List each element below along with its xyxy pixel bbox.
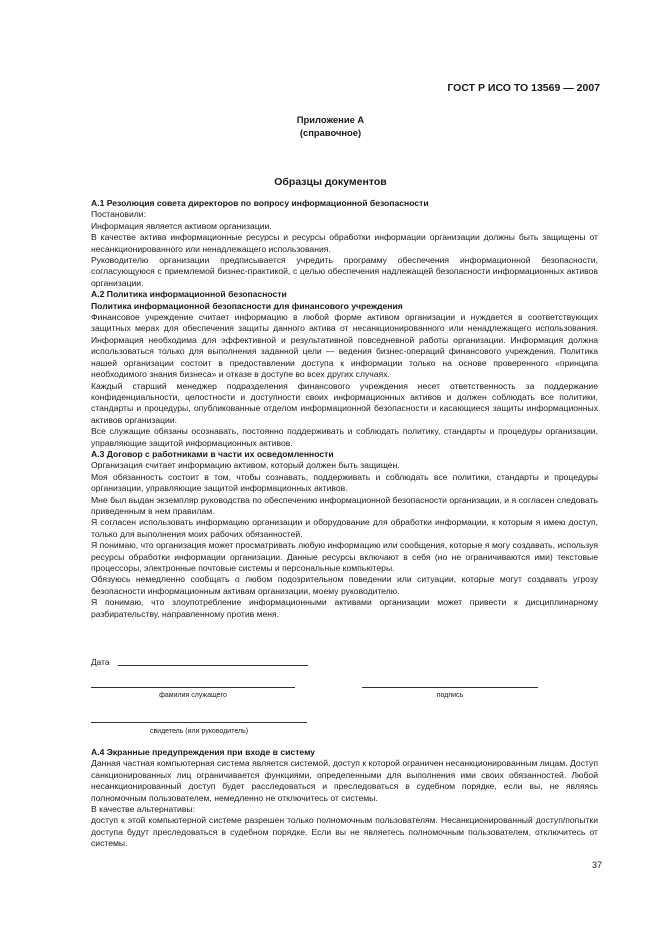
employee-caption: фамилия служащего (159, 692, 227, 699)
paragraph: Информация является активом организации. (91, 220, 272, 231)
paragraph: Я понимаю, что организация может просматривать любую информацию или сообщения, которые я могу создавать, используя ресурсы обработки информации организации. Данные ресурсы включают в себя (но не ограничиваются ими) текстовые процессоры, электронные почтовые системы и персональные компьютеры. (91, 540, 598, 573)
section-heading: А.2 Политика информационной безопасности (91, 289, 287, 300)
screen-warnings-text (91, 747, 598, 850)
section-heading: А.3 Договор с работниками в части их осведомленности (91, 448, 334, 459)
paragraph: В качестве актива информационные ресурсы и ресурсы обработки информации организации должны быть защищены от несанкционированного или ненадлежащего использования. (91, 232, 598, 254)
page-number: 37 (591, 860, 602, 870)
document-title: Образцы документов (274, 176, 387, 188)
signature-caption: подпись (436, 692, 464, 699)
paragraph: Я понимаю, что злоупотребление информационными активами организации может привести к дисциплинарному разбирательству, направленному против меня. (91, 597, 598, 619)
date-label: Дата (91, 657, 110, 667)
paragraph: Организация считает информацию активом, который должен быть защищен. (91, 460, 400, 471)
paragraph: Руководителю организации предписывается учредить программу обеспечения информационной безопасности, согласующуюся с приемлемой бизнес-практикой, с целью обеспечения надлежащей безопасности информационных активов организации. (91, 255, 598, 288)
signature-line (362, 687, 538, 688)
section-heading: А.4 Экранные предупреждения при входе в систему (91, 747, 316, 757)
paragraph: Все служащие обязаны осознавать, постоянно поддерживать и соблюдать политику, стандарты и процедуры организации, управляющие защитой информационных активов. (91, 426, 598, 448)
paragraph: Мне был выдан экземпляр руководства по обеспечению информационной безопасности организации, и я согласен следовать приведенным в нем правилам. (91, 494, 598, 516)
paragraph: Обязуюсь немедленно сообщать о любом подозрительном поведении или ситуации, которые могут создавать угрозу безопасности информационным активам организации, моему руководителю. (91, 574, 598, 596)
standard-header: ГОСТ Р ИСО ТО 13569 — 2007 (447, 82, 600, 94)
appendix-heading (0, 113, 661, 139)
paragraph: Каждый старший менеджер подразделения финансового учреждения несет ответственность за поддержание конфиденциальности, целостности и доступности своих информационных активов и должен соблюдать все политики, стандарты и процедуры, опубликованные отделом информационной безопасности и касающиеся защиты информационных активов организации. (91, 380, 598, 425)
appendix-note: (справочное) (299, 127, 362, 138)
paragraph: Финансовое учреждение считает информацию в любой форме активом организации и нуждается в соответствующих защитных мерах для обеспечения защиты данного актива от несанкционированного или ненадлежащего использования. Информация необходима для эффективной и результативной повседневной работы организации. Информация должна использоваться только для выполнения заданной цели — ведения бизнес-операций финансового учреждения. Политика нашей организации состоит в предоставлении доступа к информации только на основе проверенного «принципа необходимого знания бизнеса» и отказе в доступе во всех других случаях. (91, 312, 598, 380)
paragraph: Данная частная компьютерная система является системой, доступ к которой ограничен несанкционированным лицам. Доступ санкционированных лиц ограничивается функциями, определенными для выполнения ими своих обязанностей. Любой несанкционированный доступ будет расследоваться и преследоваться в судебном порядке, если вы, не являясь полномочным пользователем, немедленно не отключитесь от системы. (91, 758, 598, 803)
main-text (91, 198, 598, 620)
witness-line (91, 722, 307, 723)
employee-name-line (91, 687, 295, 688)
paragraph: В качестве альтернативы: (91, 804, 195, 815)
section-heading: А.1 Резолюция совета директоров по вопросу информационной безопасности (91, 198, 429, 208)
paragraph: Я согласен использовать информацию организации и оборудование для обработки информации, к которым я имею доступ, только для выполнения моих рабочих обязанностей. (91, 517, 598, 539)
section-heading: Политика информационной безопасности для финансового учреждения (91, 300, 403, 311)
paragraph: Моя обязанность состоит в том, чтобы сознавать, поддерживать и соблюдать все политики, стандарты и процедуры организации, управляющие защитой информационных активов. (91, 471, 598, 494)
paragraph: Постановили: (91, 209, 146, 220)
appendix-title: Приложение А (296, 114, 365, 125)
date-line (118, 665, 308, 666)
witness-caption: свидетель (или руководитель) (149, 728, 249, 735)
paragraph: доступ к этой компьютерной системе разрешен только полномочным пользователям. Несанкционированный доступ/попытки доступа будут преследоваться в судебном порядке. Если вы не являетесь полномочным пользователем, отключитесь от системы. (91, 815, 598, 849)
